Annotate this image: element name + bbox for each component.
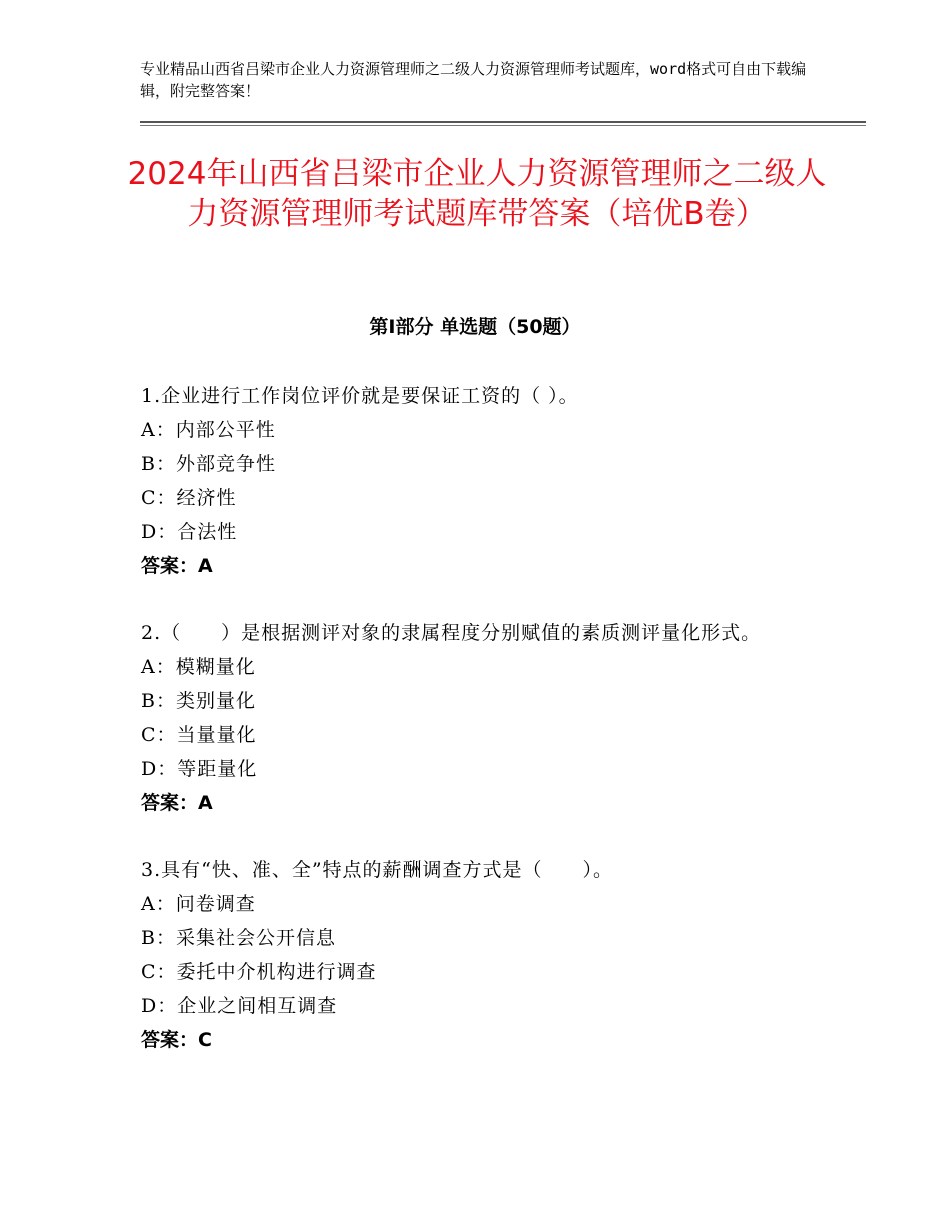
option-c: C：当量量化 bbox=[141, 724, 257, 746]
header-divider-thin bbox=[140, 125, 866, 126]
answer: 答案：A bbox=[141, 792, 213, 814]
section-title: 第Ⅰ部分 单选题（50题） bbox=[369, 316, 581, 338]
question-list bbox=[141, 379, 821, 1090]
option-b: B：类别量化 bbox=[141, 690, 256, 712]
option-b: B：采集社会公开信息 bbox=[141, 927, 336, 949]
question-stem: 2.（ ）是根据测评对象的隶属程度分别赋值的素质测评量化形式。 bbox=[141, 622, 762, 644]
option-d: D：等距量化 bbox=[141, 758, 258, 780]
header-divider bbox=[140, 121, 866, 123]
question-2 bbox=[141, 616, 821, 820]
option-a: A：问卷调查 bbox=[141, 893, 256, 915]
option-a: A：内部公平性 bbox=[141, 419, 276, 441]
answer: 答案：C bbox=[141, 1029, 212, 1051]
question-1 bbox=[141, 379, 821, 583]
header-note: 专业精品山西省吕梁市企业人力资源管理师之二级人力资源管理师考试题库，word格式可自由下载编辑，附完整答案！ bbox=[140, 60, 807, 100]
document-title: 2024年山西省吕梁市企业人力资源管理师之二级人力资源管理师考试题库带答案（培优B卷） bbox=[127, 156, 827, 232]
option-c: C：委托中介机构进行调查 bbox=[141, 961, 377, 983]
question-stem: 1.企业进行工作岗位评价就是要保证工资的（ ）。 bbox=[141, 385, 579, 407]
option-c: C：经济性 bbox=[141, 487, 237, 509]
option-a: A：模糊量化 bbox=[141, 656, 256, 678]
question-3 bbox=[141, 853, 821, 1057]
question-stem: 3.具有“快、准、全”特点的薪酬调查方式是（ ）。 bbox=[141, 859, 614, 881]
option-d: D：合法性 bbox=[141, 521, 238, 543]
option-b: B：外部竞争性 bbox=[141, 453, 276, 475]
option-d: D：企业之间相互调查 bbox=[141, 995, 338, 1017]
answer: 答案：A bbox=[141, 555, 213, 577]
